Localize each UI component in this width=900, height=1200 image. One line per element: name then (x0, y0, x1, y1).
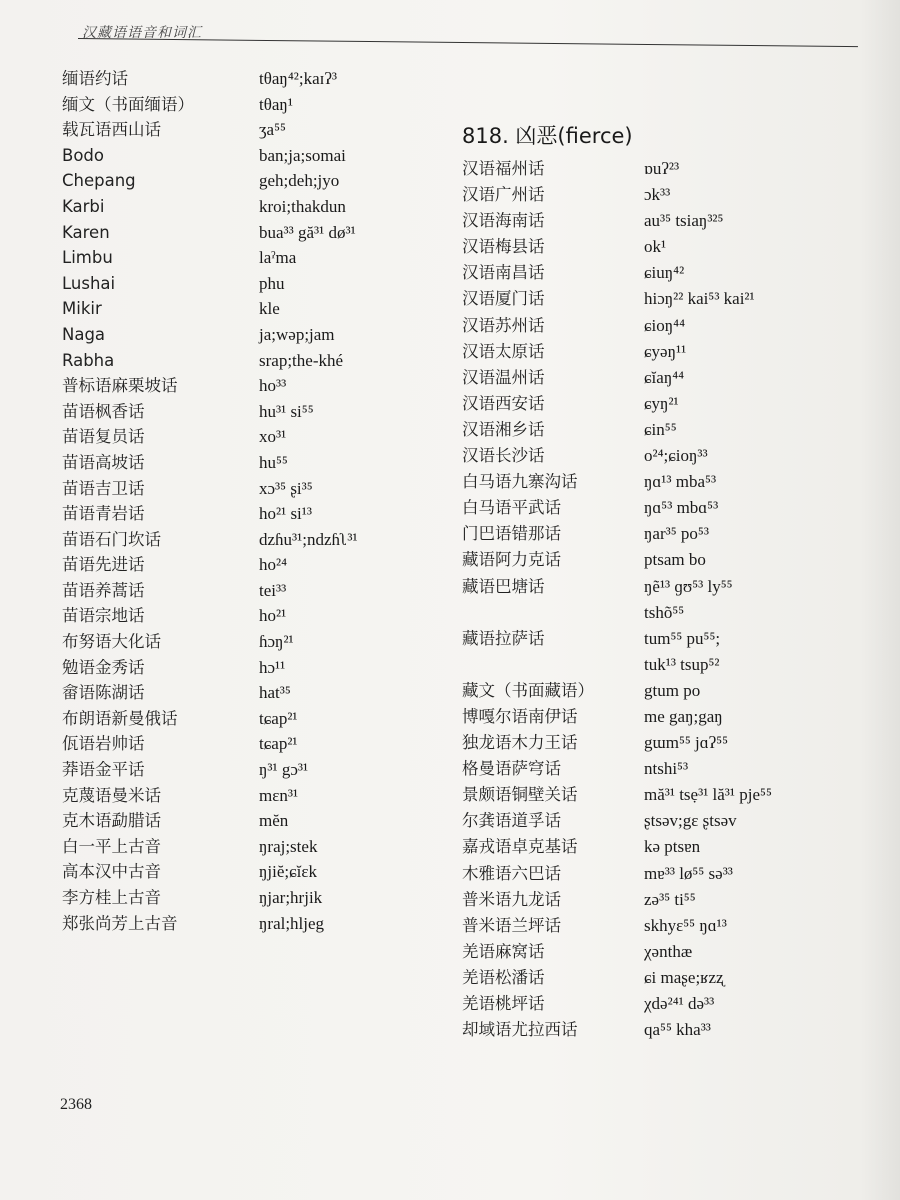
word-form: gɯm⁵⁵ jɑʔ⁵⁵ (644, 733, 729, 753)
word-form: xo³¹ (259, 427, 287, 447)
entry-row (62, 424, 442, 450)
entry-row (462, 1017, 862, 1043)
language-label: Rabha (62, 350, 115, 370)
entry-row (462, 260, 862, 286)
language-label: 畲语陈湖话 (62, 683, 145, 703)
entry-row (462, 600, 862, 626)
page-edge-shadow (860, 0, 900, 1200)
language-label: 高本汉中古音 (62, 862, 161, 882)
language-label: 布朗语新曼俄话 (62, 708, 178, 728)
entry-row (62, 808, 442, 834)
entry-row (62, 322, 442, 348)
entry-row (462, 208, 862, 234)
language-label: 苗语宗地话 (62, 606, 145, 626)
language-label: Limbu (62, 248, 113, 268)
word-form: o²⁴;ɕioŋ³³ (644, 446, 708, 466)
language-label: 克木语勐腊话 (62, 811, 161, 831)
word-form: hu⁵⁵ (259, 452, 288, 472)
word-form: ɕiuŋ⁴² (644, 263, 685, 283)
language-label: 汉语厦门话 (462, 289, 545, 309)
language-label: 布努语大化话 (62, 632, 161, 652)
word-form: ɔk³³ (644, 185, 671, 205)
language-label: Karbi (62, 196, 105, 216)
entry-row (62, 296, 442, 322)
word-form: dzɦu³¹;ndzɦʅ³¹ (259, 529, 358, 549)
word-form: ŋjar;hrjik (259, 888, 323, 907)
entry-row (62, 603, 442, 629)
language-label: 苗语高坡话 (62, 452, 145, 472)
language-label: 羌语桃坪话 (462, 994, 545, 1013)
word-form: tuk¹³ tsup⁵² (644, 654, 720, 674)
language-label: 汉语太原话 (462, 341, 545, 361)
word-form: ʒa⁵⁵ (259, 120, 286, 140)
word-form: kle (259, 299, 280, 319)
entry-row (62, 578, 442, 604)
language-label: 却域语尤拉西话 (462, 1020, 578, 1040)
left-column (62, 66, 442, 936)
entry-row (62, 476, 442, 502)
entry-row (462, 313, 862, 339)
word-form: skhyɛ⁵⁵ ŋɑ¹³ (644, 915, 727, 935)
word-form: ntshi⁵³ (644, 759, 689, 779)
word-form: hu³¹ si⁵⁵ (259, 401, 314, 421)
language-label: 汉语苏州话 (462, 315, 545, 335)
word-form: ban;ja;somai (259, 145, 346, 165)
language-label: 苗语先进话 (62, 555, 145, 575)
word-form: ɦɔŋ²¹ (259, 632, 294, 652)
language-label: 木雅语六巴话 (462, 863, 561, 883)
language-label: 汉语长沙话 (462, 446, 545, 466)
entry-row (62, 168, 442, 194)
language-label: 藏语拉萨话 (462, 628, 545, 648)
entry-row (62, 66, 442, 92)
language-label: 汉语梅县话 (462, 237, 545, 257)
entry-row (462, 730, 862, 756)
language-label: 莽语金平话 (62, 760, 145, 780)
language-label: 佤语岩帅话 (62, 734, 145, 754)
entry-row (462, 834, 862, 860)
language-label: 格曼语萨穹话 (462, 759, 561, 779)
language-label: 载瓦语西山话 (62, 120, 161, 140)
entry-row (462, 652, 862, 678)
word-form: hiɔŋ²² kai⁵³ kai²¹ (644, 289, 755, 309)
entry-row (62, 245, 442, 271)
language-label: 嘉戎语卓克基话 (462, 837, 578, 857)
language-label: 尔龚语道孚话 (462, 811, 561, 831)
word-form: hɔ¹¹ (259, 657, 286, 677)
word-form: geh;deh;jyo (259, 171, 340, 191)
word-form: ok¹ (644, 237, 667, 257)
word-form: ptsam bo (644, 550, 706, 570)
entry-row (462, 939, 862, 965)
entry-row (62, 271, 442, 297)
word-form: srap;the-khé (259, 350, 344, 370)
word-form: ŋar³⁵ po⁵³ (644, 524, 709, 544)
word-form: ŋẽ¹³ ɡʊ⁵³ ly⁵⁵ (644, 576, 733, 596)
language-label: Naga (62, 324, 106, 344)
entry-row (62, 143, 442, 169)
entry-row (62, 859, 442, 885)
entry-row (462, 626, 862, 652)
word-form: bua³³ gă³¹ dø³¹ (259, 222, 356, 242)
word-form: ja;wəp;jam (259, 324, 335, 344)
word-form: hat³⁵ (259, 683, 291, 703)
entry-row (462, 417, 862, 443)
word-form: mɐ³³ lø⁵⁵ sə³³ (644, 863, 733, 883)
entry-row (462, 339, 862, 365)
entry-row (62, 220, 442, 246)
language-label: 藏文（书面藏语） (462, 680, 594, 700)
word-form: mɛn³¹ (259, 785, 299, 805)
language-label: 白马语九寨沟话 (462, 472, 578, 492)
entry-row (62, 783, 442, 809)
language-label: 汉语海南话 (462, 211, 545, 231)
entry-row (462, 887, 862, 913)
entry-row (62, 552, 442, 578)
language-label: 苗语养蒿话 (62, 580, 145, 600)
word-form: tum⁵⁵ pu⁵⁵; (644, 628, 721, 648)
language-label: 藏语巴塘话 (462, 576, 545, 596)
entry-row (462, 469, 862, 495)
entry-row (62, 655, 442, 681)
entry-row (462, 234, 862, 260)
word-form: qa⁵⁵ kha³³ (644, 1020, 711, 1040)
word-form: ho²¹ si¹³ (259, 504, 312, 524)
language-label: 白马语平武话 (462, 498, 561, 518)
word-form: ɕyŋ²¹ (644, 393, 679, 413)
word-form: tθaŋ¹ (259, 94, 293, 114)
entry-row (462, 547, 862, 573)
entry-row (462, 861, 862, 887)
entry-row (462, 182, 862, 208)
word-form: laˀma (259, 248, 297, 268)
word-form: au³⁵ tsiaŋ³²⁵ (644, 211, 724, 231)
entry-row (462, 704, 862, 730)
entry-row (462, 678, 862, 704)
entry-row (462, 913, 862, 939)
word-form: ŋɑ¹³ mba⁵³ (644, 472, 717, 492)
entry-row (462, 156, 862, 182)
language-label: 景颇语铜壁关话 (462, 785, 578, 805)
language-label: 博嘎尔语南伊话 (462, 706, 578, 726)
word-form: ŋraj;stek (259, 836, 318, 856)
entry-row (62, 450, 442, 476)
language-label: 苗语枫香话 (62, 401, 145, 421)
word-form: ŋɑ⁵³ mbɑ⁵³ (644, 498, 719, 518)
word-form: ho²¹ (259, 606, 287, 626)
entry-row (62, 629, 442, 655)
word-form: χənthæ (644, 941, 693, 961)
language-label: 普米语兰坪话 (462, 915, 561, 935)
entry-row (462, 365, 862, 391)
language-label: 普米语九龙话 (462, 889, 561, 909)
word-form: ʂtsəv;gɛ ʂtsəv (644, 811, 737, 831)
language-label: 汉语湘乡话 (462, 419, 545, 439)
language-label: Mikir (62, 299, 102, 319)
word-form: ŋjiĕ;ɕĭɛk (259, 862, 318, 882)
language-label: 羌语松潘话 (462, 967, 545, 987)
word-form: me gaŋ;gaŋ (644, 706, 723, 726)
word-form: mă³¹ tsẹ³¹ lă³¹ pje⁵⁵ (644, 785, 772, 805)
language-label: 李方桂上古音 (62, 888, 161, 907)
right-column (462, 156, 862, 1043)
entry-row (462, 286, 862, 312)
language-label: 汉语南昌话 (462, 263, 545, 283)
entry-row (462, 991, 862, 1017)
page-number: 2368 (60, 1096, 92, 1113)
entry-row (462, 965, 862, 991)
entry-row (62, 92, 442, 118)
entry-row (462, 808, 862, 834)
word-form: ɕi maʂe;ʁzʐ (644, 967, 724, 987)
language-label: 苗语青岩话 (62, 504, 145, 524)
language-label: 普标语麻栗坡话 (62, 376, 178, 396)
language-label: 缅语约话 (62, 69, 128, 88)
entry-row (62, 731, 442, 757)
entry-row (62, 194, 442, 220)
language-label: 白一平上古音 (62, 836, 161, 856)
word-form: ho²⁴ (259, 555, 288, 575)
language-label: 勉语金秀话 (62, 657, 145, 677)
language-label: 门巴语错那话 (462, 524, 561, 544)
language-label: 克蔑语曼米话 (62, 785, 161, 805)
entry-row (462, 756, 862, 782)
language-label: 羌语麻窝话 (462, 941, 545, 961)
word-form: ɒuʔ²³ (644, 159, 680, 178)
language-label: Karen (62, 222, 110, 242)
language-label: 汉语福州话 (462, 159, 545, 178)
word-form: χdə²⁴¹ də³³ (644, 994, 715, 1013)
entry-row (462, 443, 862, 469)
word-form: ŋ³¹ gɔ³¹ (259, 760, 309, 780)
word-form: tɕap²¹ (259, 734, 298, 754)
language-label: 苗语石门坎话 (62, 529, 161, 549)
entry-row (62, 348, 442, 374)
header-rule (78, 38, 858, 47)
word-form: ɕioŋ⁴⁴ (644, 315, 686, 335)
word-form: tθaŋ⁴²;kaɪʔ³ (259, 69, 337, 88)
entry-row (62, 757, 442, 783)
language-label: 汉语广州话 (462, 185, 545, 205)
entry-row (462, 391, 862, 417)
running-header: 汉藏语语音和词汇 (82, 25, 202, 41)
language-label: Chepang (62, 171, 136, 191)
entry-row (62, 373, 442, 399)
word-form: kə ptsɐn (644, 837, 701, 857)
language-label: 汉语温州话 (462, 367, 545, 387)
language-label: Lushai (62, 273, 116, 293)
entry-row (462, 495, 862, 521)
entry-row (62, 527, 442, 553)
word-form: ɕyəŋ¹¹ (644, 341, 687, 361)
language-label: 汉语西安话 (462, 393, 545, 413)
entry-row (62, 834, 442, 860)
entry-row (62, 680, 442, 706)
word-form: xɔ³⁵ ʂi³⁵ (259, 478, 313, 498)
language-label: 独龙语木力王话 (462, 733, 578, 753)
word-form: ɕĭaŋ⁴⁴ (644, 367, 685, 387)
word-form: tshõ⁵⁵ (644, 602, 685, 622)
word-form: mĕn (259, 811, 289, 831)
entry-row (62, 399, 442, 425)
language-label: Bodo (62, 145, 104, 165)
language-label: 缅文（书面缅语） (62, 94, 194, 114)
word-form: ɕin⁵⁵ (644, 419, 677, 439)
entry-row (462, 521, 862, 547)
word-form: tei³³ (259, 580, 287, 600)
word-form: gtum po (644, 680, 701, 700)
word-form: zə³⁵ ti⁵⁵ (644, 889, 696, 909)
language-label: 苗语吉卫话 (62, 478, 145, 498)
word-form: phu (259, 273, 285, 293)
entry-row (62, 885, 442, 911)
entry-row (62, 117, 442, 143)
entry-row (62, 706, 442, 732)
entry-row (62, 911, 442, 937)
word-form: ho³³ (259, 376, 287, 396)
entry-row (62, 501, 442, 527)
section-title: 818. 凶恶(fierce) (462, 124, 633, 148)
language-label: 郑张尚芳上古音 (62, 913, 178, 933)
language-label: 藏语阿力克话 (462, 550, 561, 570)
word-form: kroi;thakdun (259, 196, 346, 216)
word-form: ŋral;hljeg (259, 913, 325, 933)
entry-row (462, 574, 862, 600)
entry-row (462, 782, 862, 808)
word-form: tɕap²¹ (259, 708, 298, 728)
language-label: 苗语复员话 (62, 427, 145, 447)
